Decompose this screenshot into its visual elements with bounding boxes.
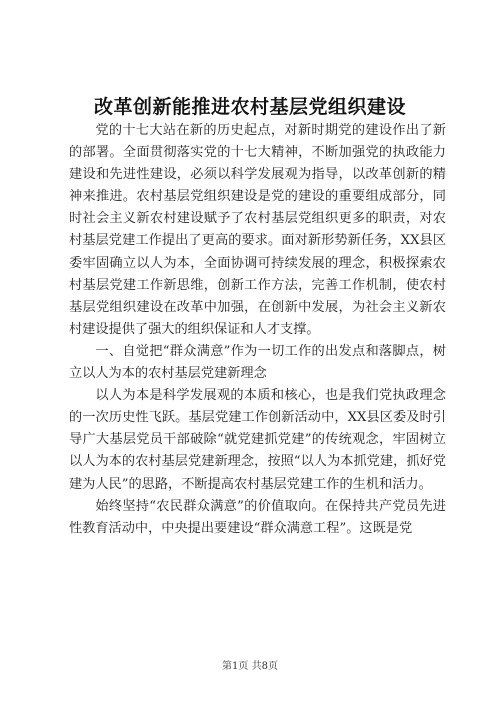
page-number-footer: 第1页 共8页 xyxy=(222,661,278,672)
document-title: 改革创新能推进农村基层党组织建设 xyxy=(93,96,406,118)
paragraph: 以人为本是科学发展观的本质和核心，也是我们党执政理念的一次历史性飞跃。基层党建工作创新活动中，XX县区委及时引导广大基层党员干部破除“就党建抓党建”的传统观念，牢固树立以人为本的农村基层党建新理念，按照“以人为本抓党建，抓好党建为人民”的思路，不断提高农村基层党建工作的生机和活力。 xyxy=(69,388,446,492)
paragraph: 党的十七大站在新的历史起点，对新时期党的建设作出了新的部署。全面贯彻落实党的十七大精神，不断加强党的执政能力建设和先进性建设，必须以科学发展观为指导，以改革创新的精神来推进。农村基层党组织建设是党的建设的重要组成部分，同时社会主义新农村建设赋予了农村基层党组织更多的职责，对农村基层党建工作提出了更高的要求。面对新形势新任务，XX县区委牢固确立以人为本，全面协调可持续发展的理念，积极探索农村基层党建工作新思维，创新工作方法，完善工作机制，使农村基层党组织建设在改革中加强，在创新中发展，为社会主义新农村建设提供了强大的组织保证和人才支撑。 xyxy=(69,123,446,337)
document-body xyxy=(69,120,446,540)
paragraph: 始终坚持“农民群众满意”的价值取向。在保持共产党员先进性教育活动中，中央提出要建设“群众满意工程”。这既是党 xyxy=(69,498,446,536)
section-heading: 一、自觉把“群众满意”作为一切工作的出发点和落脚点，树立以人为本的农村基层党建新理念 xyxy=(69,343,446,382)
